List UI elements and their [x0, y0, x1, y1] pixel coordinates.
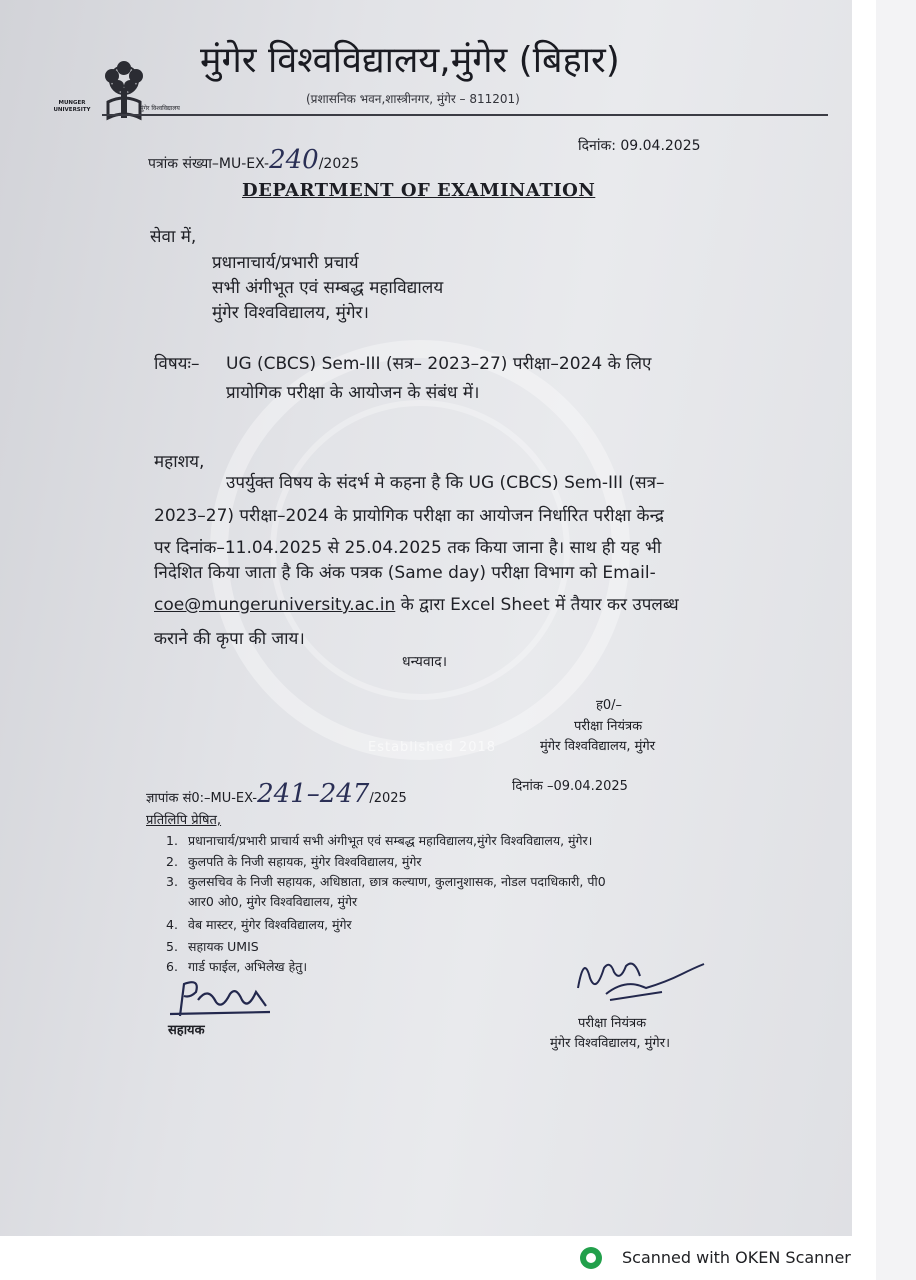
copy-item-3-cont [166, 893, 357, 910]
memo-prefix: ज्ञापांक सं0:–MU-EX- [146, 791, 258, 806]
to-label: सेवा में, [150, 227, 197, 247]
letter-date: दिनांक: 09.04.2025 [578, 138, 701, 154]
thanks: धन्यवाद। [402, 654, 448, 670]
copy-text: आर0 ओ0, मुंगेर विश्वविद्यालय, मुंगेर [188, 894, 358, 909]
ref-suffix: /2025 [318, 156, 360, 172]
controller-org: मुंगेर विश्वविद्यालय, मुंगेर। [550, 1036, 670, 1051]
oken-scanner-logo-icon [580, 1247, 602, 1269]
university-title: मुंगेर विश्वविद्यालय,मुंगेर (बिहार) [200, 40, 620, 81]
body-line-5 [154, 592, 679, 615]
body-line-1: उपर्युक्त विषय के संदर्भ मे कहना है कि UG (CBCS) Sem-III (सत्र– [226, 473, 665, 493]
logo-english-text: MUNGER UNIVERSITY [53, 100, 91, 113]
department-heading: DEPARTMENT OF EXAMINATION [242, 180, 596, 201]
assistant-signature-icon [150, 976, 290, 1024]
ref-handwritten-number: 240 [269, 145, 319, 175]
subject-label: विषयः– [154, 354, 200, 374]
memo-number [146, 779, 407, 809]
recipient-line-2: सभी अंगीभूत एवं सम्बद्ध महाविद्यालय [212, 278, 444, 298]
copy-text: गार्ड फाईल, अभिलेख हेतु। [188, 959, 308, 974]
copy-num: 5. [166, 939, 178, 954]
copy-item-1 [166, 832, 592, 849]
memo-handwritten-number: 241–247 [257, 779, 370, 809]
recipient-line-1: प्रधानाचार्य/प्रभारी प्रचार्य [212, 253, 359, 273]
university-address: (प्रशासनिक भवन,शास्त्रीनगर, मुंगेर – 811201) [306, 92, 520, 106]
copy-num: 4. [166, 917, 178, 932]
body-line-4: निदेशित किया जाता है कि अंक पत्रक (Same day) परीक्षा विभाग को Email- [154, 563, 656, 583]
memo-suffix: /2025 [369, 791, 407, 806]
body-line-5-rest: के द्वारा Excel Sheet में तैयार कर उपलब्ध [400, 595, 679, 615]
subject-line-2: प्रायोगिक परीक्षा के आयोजन के संबंध में। [226, 383, 480, 403]
copy-text: सहायक UMIS [188, 939, 259, 954]
signatory-org: मुंगेर विश्वविद्यालय, मुंगेर [540, 739, 656, 754]
copy-item-3 [166, 873, 606, 890]
recipient-line-3: मुंगेर विश्वविद्यालय, मुंगेर। [212, 303, 369, 323]
copy-item-5 [166, 938, 259, 955]
body-line-6: कराने की कृपा की जाय। [154, 629, 305, 649]
copy-heading: प्रतिलिपि प्रेषित, [146, 813, 222, 828]
copy-text: वेब मास्टर, मुंगेर विश्वविद्यालय, मुंगेर [188, 917, 352, 932]
ref-prefix: पत्रांक संख्या–MU-EX- [148, 156, 270, 172]
logo-hindi-text: मुंगेर विश्वविद्यालय [140, 105, 180, 112]
subject-line-1: UG (CBCS) Sem-III (सत्र– 2023–27) परीक्षा–2024 के लिए [226, 354, 652, 374]
signed-mark: ह0/– [596, 698, 623, 713]
copy-num: 1. [166, 833, 178, 848]
body-line-3: पर दिनांक–11.04.2025 से 25.04.2025 तक किया जाना है। साथ ही यह भी [154, 538, 662, 558]
copy-item-4 [166, 916, 352, 933]
university-logo-icon [52, 58, 192, 128]
copy-num: 6. [166, 959, 178, 974]
memo-date: दिनांक –09.04.2025 [512, 779, 628, 794]
body-line-2: 2023–27) परीक्षा–2024 के प्रायोगिक परीक्षा का आयोजन निर्धारित परीक्षा केन्द्र [154, 506, 664, 526]
copy-text: कुलपति के निजी सहायक, मुंगेर विश्वविद्यालय, मुंगेर [188, 854, 422, 869]
copy-num: 3. [166, 874, 178, 889]
reference-number [148, 145, 359, 175]
scanner-footer-text: Scanned with OKEN Scanner [622, 1248, 851, 1267]
copy-num: 2. [166, 854, 178, 869]
controller-title: परीक्षा नियंत्रक [578, 1016, 647, 1031]
copy-item-6 [166, 958, 307, 975]
copy-item-2 [166, 853, 422, 870]
salutation: महाशय, [154, 452, 205, 472]
assistant-label: सहायक [168, 1023, 205, 1038]
header-rule [102, 114, 828, 116]
watermark-established-text: Established 2018 [368, 740, 497, 755]
copy-text: कुलसचिव के निजी सहायक, अधिष्ठाता, छात्र कल्याण, कुलानुशासक, नोडल पदाधिकारी, पी0 [188, 874, 606, 889]
signatory-title: परीक्षा नियंत्रक [574, 719, 643, 734]
email-link[interactable]: coe@mungeruniversity.ac.in [154, 595, 396, 615]
copy-text: प्रधानाचार्य/प्रभारी प्राचार्य सभी अंगीभूत एवं सम्बद्ध महाविद्यालय,मुंगेर विश्वविद्यालय, मुंगेर। [188, 833, 593, 848]
controller-signature-icon [566, 948, 716, 1008]
right-margin-strip [876, 0, 916, 1280]
